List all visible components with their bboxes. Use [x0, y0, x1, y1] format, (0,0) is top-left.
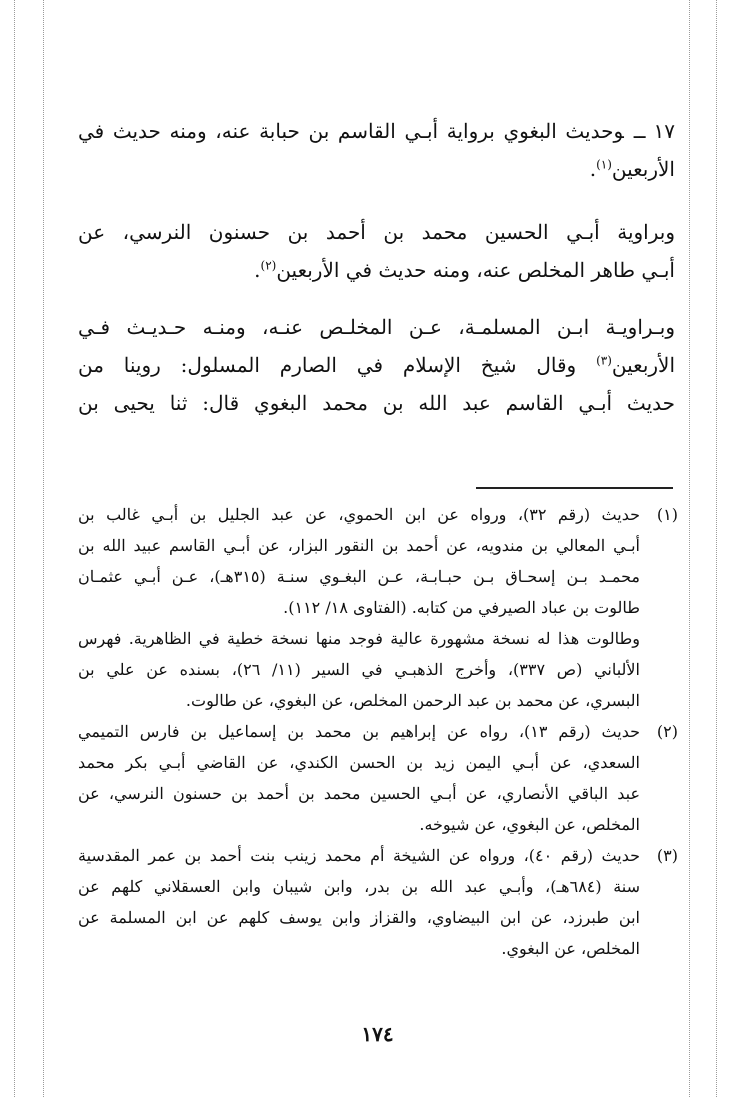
footnote-ref[interactable]: (٣): [596, 353, 612, 368]
footnote-line: عبد الباقي الأنصاري، عن أبـي الحسين محمد بن أحمد بن حسنون النرسي، عن: [78, 784, 640, 803]
text-line: الأربعين$^{(٣)}$ وقال شيخ الإسلام في الصارم المسلول: روينا من: [78, 353, 676, 377]
footnote-line: طالوت بن عباد الصيرفي من كتابه. (الفتاوى ١٨/ ١١٢).: [283, 598, 640, 617]
text-line: أبـي طاهر المخلص عنه، ومنه حديث في الأربعين$^{(٢)}$.: [254, 258, 675, 282]
footnote-line: أبـي المعالي بن مندويه، عن أحمد بن النقور البزار، عن أبـي القاسم عبيد الله بن: [78, 536, 640, 555]
footnote-line: الألباني (ص ٣٣٧)، وأخرج الذهبـي في السير (١١/ ٢٦)، بسنده عن علي بن: [78, 660, 641, 679]
text-line: ١٧ــوحديث البغوي برواية أبـي القاسم بن حبابة عنه، ومنه حديث في: [78, 119, 675, 143]
main-text: [78, 112, 675, 441]
footnote-separator: [476, 487, 673, 489]
footnote-line: حديث (رقم ١٣)، رواه عن إبراهيم بن محمد بن إسماعيل بن فارس التميمي: [78, 722, 641, 741]
footnote-line: المخلص، عن البغوي.: [501, 939, 640, 958]
margin-guide-line: [689, 0, 690, 1097]
margin-guide-line: [716, 0, 717, 1097]
page-number: ١٧٤: [361, 1022, 394, 1046]
footnote-line: حديث (رقم ٤٠)، ورواه عن الشيخة أم محمد زينب بنت أحمد بن عمر المقدسية: [78, 846, 641, 865]
footnote-line: سنة (٦٨٤هـ)، وأبـي عبد الله بن بدر، وابن شيبان وابن العسقلاني كلهم عن: [78, 877, 641, 896]
text-line: وبـراويـة ابـن المسلمـة، عـن المخلـص عنـه، ومنـه حـديـث فـي: [78, 315, 675, 339]
footnotes: [78, 499, 678, 964]
margin-guide-line: [14, 0, 15, 1097]
footnote-line: السعدي، عن أبـي اليمن زيد بن الحسن الكندي، عن القاضي أبـي بكر محمد: [78, 753, 640, 772]
footnote-mark: (٣): [656, 846, 678, 865]
paragraph-17: [78, 112, 675, 188]
footnote-ref[interactable]: (٢): [260, 258, 277, 273]
item-number: ١٧: [653, 119, 675, 143]
footnote-mark: (٢): [656, 722, 678, 741]
paragraph-ibn-maslama: [78, 308, 675, 422]
text-line: الأربعين$^{(١)}$.: [589, 157, 675, 181]
footnote-body: [78, 499, 640, 716]
footnote-body: [78, 840, 640, 964]
text-line: وبراوية أبـي الحسين محمد بن أحمد بن حسنون النرسي، عن: [78, 220, 676, 244]
footnote-line: محمـد بـن إسحـاق بـن حبـابـة، عـن البغـوي سنـة (٣١٥هـ)، عـن أبـي عثمـان: [78, 567, 641, 586]
footnote-2: [78, 716, 678, 840]
footnote-3: [78, 840, 678, 964]
paragraph-nursi: [78, 213, 675, 289]
footnote-line: حديث (رقم ٣٢)، ورواه عن ابن الحموي، عن عبد الجليل بن أبـي غالب بن: [78, 505, 641, 524]
footnote-mark: (١): [656, 505, 678, 524]
item-dash: ــ: [633, 119, 646, 143]
footnote-line: ابن طبرزد، عن ابن البيضاوي، والقزاز وابن يوسف كلهم عن ابن المسلمة عن: [78, 908, 640, 927]
text-line: حديث أبـي القاسم عبد الله بن محمد البغوي قال: ثنا يحيى بن: [78, 391, 675, 415]
footnote-line: البسري، عن محمد بن عبد الرحمن المخلص، عن البغوي، عن طالوت.: [185, 691, 640, 710]
footnote-line: المخلص، عن البغوي، عن شيوخه.: [419, 815, 640, 834]
footnote-body: [78, 716, 640, 840]
footnote-1: [78, 499, 678, 716]
footnote-ref[interactable]: (١): [596, 157, 612, 172]
margin-guide-line: [43, 0, 44, 1097]
footnote-line: وطالوت هذا له نسخة مشهورة عالية فوجد منها نسخة خطية في الظاهرية. فهرس: [78, 629, 640, 648]
